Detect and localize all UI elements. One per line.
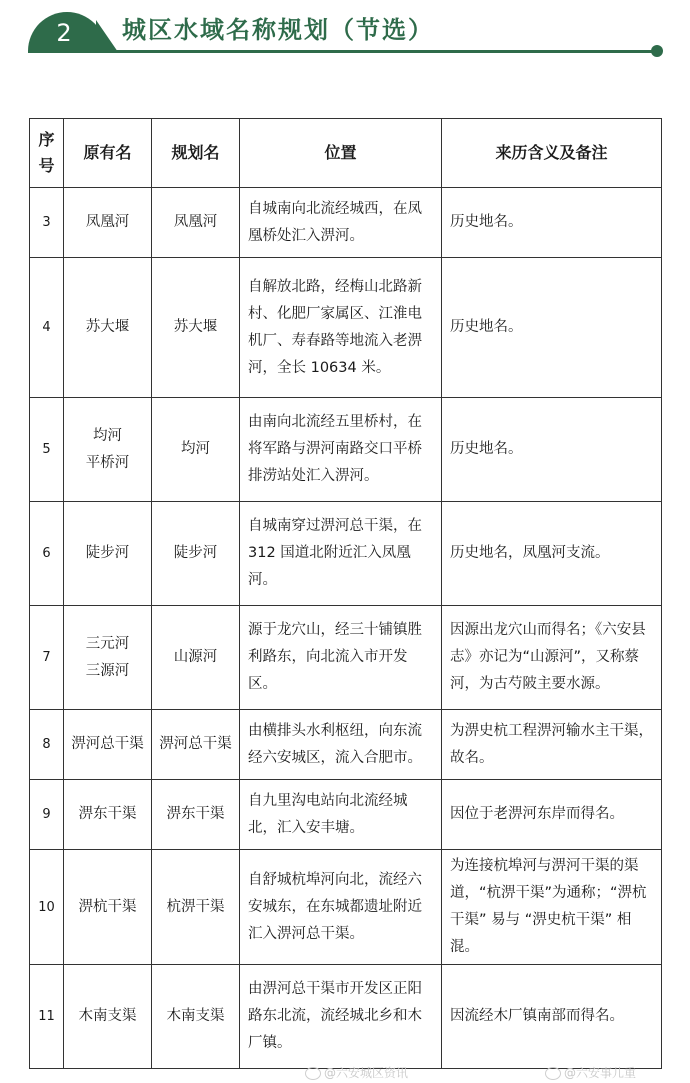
watermark-left: @六安城区资讯 xyxy=(305,1064,408,1081)
table-row xyxy=(30,502,662,606)
cell-location: 由淠河总干渠市开发区正阳路东北流，流经城北乡和木厂镇。 xyxy=(240,965,442,1069)
cell-planned-name: 淠东干渠 xyxy=(152,780,240,850)
cell-no: 6 xyxy=(30,502,64,606)
cell-no: 3 xyxy=(30,188,64,258)
header-underline-dot xyxy=(651,45,663,57)
cell-planned-name: 杭淠干渠 xyxy=(152,850,240,965)
cell-original-name xyxy=(64,398,152,502)
cell-origin-notes: 历史地名，凤凰河支流。 xyxy=(442,502,662,606)
original-name-line: 淠河总干渠 xyxy=(71,736,144,752)
original-name-line: 三元河 xyxy=(85,635,130,652)
cell-location: 自城南穿过淠河总干渠，在 312 国道北附近汇入凤凰河。 xyxy=(240,502,442,606)
header-planned-name: 规划名 xyxy=(152,119,240,188)
original-name-line: 淠东干渠 xyxy=(78,806,137,822)
watermark-right: @六安事儿重 xyxy=(545,1064,636,1081)
table-row xyxy=(30,188,662,258)
weibo-icon xyxy=(305,1067,321,1080)
table-row xyxy=(30,710,662,780)
cell-original-name xyxy=(64,850,152,965)
header-original-name: 原有名 xyxy=(64,119,152,188)
cell-no: 11 xyxy=(30,965,64,1069)
cell-planned-name: 苏大堰 xyxy=(152,258,240,398)
cell-original-name xyxy=(64,502,152,606)
section-number: 2 xyxy=(56,19,72,47)
table-row xyxy=(30,965,662,1069)
original-name-line: 木南支渠 xyxy=(78,1008,137,1024)
section-title: 城区水域名称规划（节选） xyxy=(122,16,434,44)
table-row xyxy=(30,398,662,502)
cell-no: 8 xyxy=(30,710,64,780)
cell-location: 自舒城杭埠河向北，流经六安城东，在东城都遗址附近汇入淠河总干渠。 xyxy=(240,850,442,965)
cell-origin-notes: 因位于老淠河东岸而得名。 xyxy=(442,780,662,850)
original-name-line: 平桥河 xyxy=(85,454,130,471)
original-name-line: 三源河 xyxy=(85,662,130,679)
cell-original-name xyxy=(64,710,152,780)
cell-original-name xyxy=(64,188,152,258)
cell-location: 由南向北流经五里桥村，在将军路与淠河南路交口平桥排涝站处汇入淠河。 xyxy=(240,398,442,502)
badge-tail-decoration xyxy=(96,20,118,52)
cell-location: 源于龙穴山，经三十铺镇胜利路东，向北流入市开发区。 xyxy=(240,606,442,710)
original-name-line: 淠杭干渠 xyxy=(78,898,137,915)
cell-location: 自解放北路，经梅山北路新村、化肥厂家属区、江淮电机厂、寿春路等地流入老淠河，全长 10634 米。 xyxy=(240,258,442,398)
original-name-line: 均河 xyxy=(93,427,122,444)
table-row xyxy=(30,850,662,965)
original-name-line: 凤凰河 xyxy=(85,214,130,230)
cell-origin-notes: 历史地名。 xyxy=(442,398,662,502)
cell-origin-notes: 因源出龙穴山而得名；《六安县志》亦记为“山源河”，又称蔡河，为古芍陂主要水源。 xyxy=(442,606,662,710)
cell-no: 9 xyxy=(30,780,64,850)
table-row xyxy=(30,780,662,850)
table-row xyxy=(30,258,662,398)
cell-planned-name: 淠河总干渠 xyxy=(152,710,240,780)
cell-no: 10 xyxy=(30,850,64,965)
cell-planned-name: 均河 xyxy=(152,398,240,502)
cell-original-name xyxy=(64,780,152,850)
section-number-badge xyxy=(28,12,106,52)
cell-no: 5 xyxy=(30,398,64,502)
cell-origin-notes: 为淠史杭工程淠河输水主干渠，故名。 xyxy=(442,710,662,780)
header-location: 位置 xyxy=(240,119,442,188)
cell-origin-notes: 历史地名。 xyxy=(442,188,662,258)
cell-original-name xyxy=(64,606,152,710)
cell-location: 自九里沟电站向北流经城北，汇入安丰塘。 xyxy=(240,780,442,850)
table-row xyxy=(30,606,662,710)
cell-no: 7 xyxy=(30,606,64,710)
weibo-icon xyxy=(545,1067,561,1080)
cell-planned-name: 陡步河 xyxy=(152,502,240,606)
cell-origin-notes: 因流经木厂镇南部而得名。 xyxy=(442,965,662,1069)
cell-location: 自城南向北流经城西，在凤凰桥处汇入淠河。 xyxy=(240,188,442,258)
header-underline xyxy=(28,50,656,53)
header-origin-notes: 来历含义及备注 xyxy=(442,119,662,188)
section-header xyxy=(0,0,690,70)
original-name-line: 陡步河 xyxy=(85,545,130,561)
cell-planned-name: 凤凰河 xyxy=(152,188,240,258)
table-header-row xyxy=(30,119,662,188)
water-names-table xyxy=(29,118,662,1069)
cell-planned-name: 山源河 xyxy=(152,606,240,710)
cell-original-name xyxy=(64,258,152,398)
cell-origin-notes: 为连接杭埠河与淠河干渠的渠道，“杭淠干渠”为通称；“淠杭干渠” 易与 “淠史杭干渠” 相混。 xyxy=(442,850,662,965)
cell-original-name xyxy=(64,965,152,1069)
cell-no: 4 xyxy=(30,258,64,398)
header-no: 序号 xyxy=(30,119,64,188)
original-name-line: 苏大堰 xyxy=(85,319,130,335)
cell-origin-notes: 历史地名。 xyxy=(442,258,662,398)
cell-location: 由横排头水利枢纽，向东流经六安城区，流入合肥市。 xyxy=(240,710,442,780)
cell-planned-name: 木南支渠 xyxy=(152,965,240,1069)
